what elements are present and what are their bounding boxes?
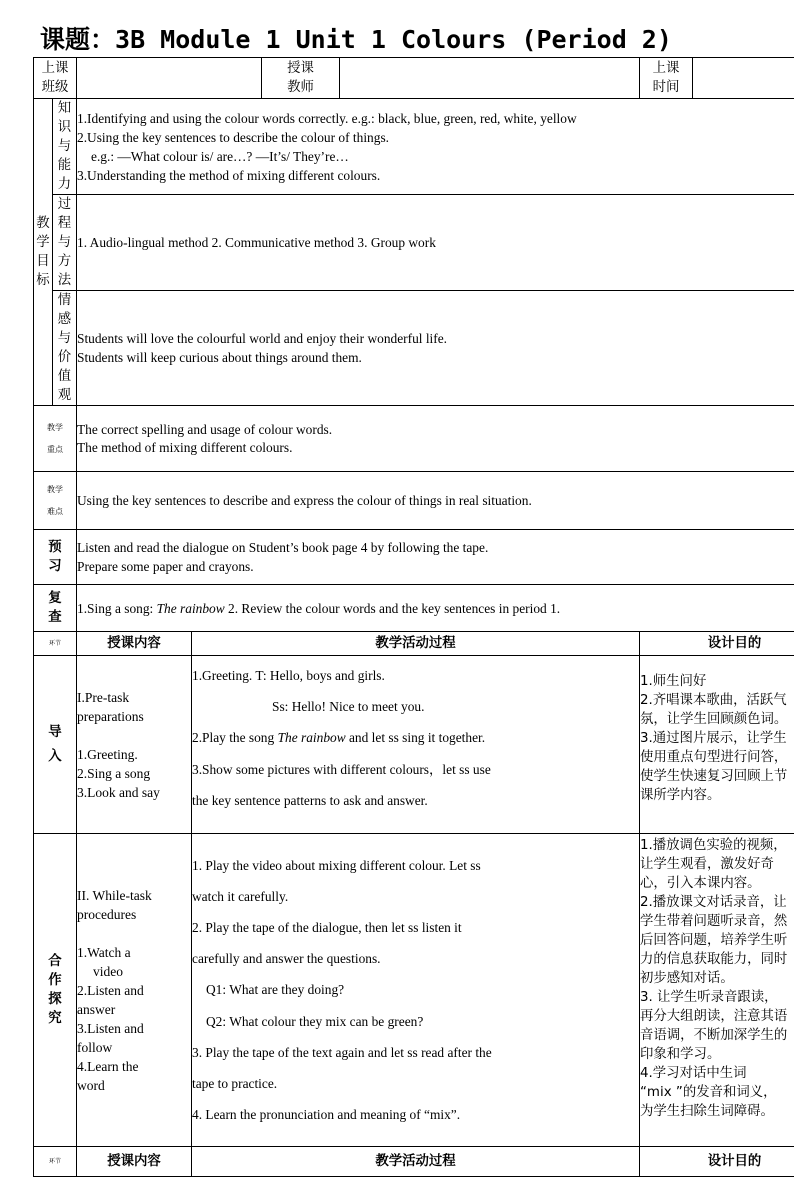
title-text: 3B Module 1 Unit 1 Colours (Period 2) (115, 25, 672, 54)
song-title-lead-in: The rainbow (278, 730, 346, 745)
lead-in-process: 1.Greeting. T: Hello, boys and girls. Ss: Hello! Nice to meet you. 2.Play the song The rainbow and let ss sing it together. 3.Show some pictures with different colours，let ss use the key sentence patterns to ask and answer. (192, 656, 640, 834)
stage-header: 环节 (34, 632, 77, 656)
lead-in-label: 导 入 (34, 656, 77, 834)
purpose-header: 设计目的 (640, 632, 794, 656)
emotion-objectives: Students will love the colourful world and enjoy their wonderful life. Students will keep curious about things around them. (77, 291, 794, 406)
header-row (34, 58, 794, 99)
time-label-cell: 上课 时间 (640, 58, 693, 99)
process-objectives: 1. Audio-lingual method 2. Communicative method 3. Group work (77, 195, 794, 291)
emotion-label: 情 感 与 价 值 观 (53, 291, 77, 406)
teacher-value (340, 58, 640, 99)
content-header-2: 授课内容 (77, 1147, 192, 1177)
key-points: The correct spelling and usage of colour words. The method of mixing different colours. (77, 406, 794, 472)
content-header: 授课内容 (77, 632, 192, 656)
class-label: 上课 班级 (34, 59, 76, 97)
lesson-plan-table (33, 57, 794, 1177)
difficulties-row (34, 472, 794, 530)
class-value (77, 58, 262, 99)
lead-in-content: I.Pre-task preparations 1.Greeting. 2.Sing a song 3.Look and say (77, 656, 192, 834)
difficulties-label: 教学 难点 (34, 472, 77, 530)
review-label: 复 查 (34, 585, 77, 632)
lead-in-purpose: 1.师生问好 2.齐唱课本歌曲，活跃气 氛，让学生回顾颜色词。 3.通过图片展示，让学生 使用重点句型进行问答， 使学生快速复习回顾上节 课所学内容。 (640, 656, 794, 834)
objective-process-row (34, 195, 794, 291)
lesson-title (40, 20, 672, 56)
time-value (693, 58, 794, 99)
preview-label: 预 习 (34, 530, 77, 585)
cooperation-process: 1. Play the video about mixing different colour. Let ss watch it carefully. 2. Play the tape of the dialogue, then let ss listen it carefully and answer the questions. Q1: What are they doing? Q2: What colour they mix can be green? 3. Play the tape of the text again and let ss read after the tape to practice. 4. Learn the pronunciation and meaning of “mix”. (192, 834, 640, 1147)
review: 1.Sing a song: The rainbow 2. Review the colour words and the key sentences in period 1. (77, 585, 794, 632)
knowledge-objectives: 1.Identifying and using the colour words correctly. e.g.: black, blue, green, red, white, yellow 2.Using the key sentences to describe the colour of things. e.g.: —What colour is/ are…? —It’s/ They’re… 3.Understanding the method of mixing different colours. (77, 99, 794, 195)
process-header-2: 教学活动过程 (192, 1147, 640, 1177)
class-label-cell (34, 58, 77, 99)
difficulties: Using the key sentences to describe and express the colour of things in real situation. (77, 472, 794, 530)
cooperation-label: 合 作 探 究 (34, 834, 77, 1147)
key-points-label: 教学 重点 (34, 406, 77, 472)
purpose-header-2: 设计目的 (640, 1147, 794, 1177)
title-prefix: 课题： (40, 25, 115, 54)
objective-knowledge-row (34, 99, 794, 195)
objectives-label: 教 学 目 标 (34, 99, 53, 406)
preview-row (34, 530, 794, 585)
review-row (34, 585, 794, 632)
process-label: 过 程 与 方 法 (53, 195, 77, 291)
cooperation-content: II. While-task procedures 1.Watch a video 2.Listen and answer 3.Listen and follow 4.Learn the word (77, 834, 192, 1147)
procedure-header-row (34, 632, 794, 656)
stage-header-2: 环节 (34, 1147, 77, 1177)
objective-emotion-row (34, 291, 794, 406)
process-header: 教学活动过程 (192, 632, 640, 656)
knowledge-label: 知 识 与 能 力 (53, 99, 77, 195)
teacher-label-cell: 授课 教师 (262, 58, 340, 99)
cooperation-purpose: 1.播放调色实验的视频， 让学生观看，激发好奇 心，引入本课内容。 2.播放课文对话录音，让 学生带着问题听录音，然 后回答问题，培养学生听 力的信息获取能力，同时 初步感知对话。 3. 让学生听录音跟读， 再分大组朗读，注意其语 音语调，不断加深学生的 印象和学习。 4.学习对话中生词 “mix ”的发音和词义， 为学生扫除生词障碍。 (640, 834, 794, 1147)
procedure-header-row-2 (34, 1147, 794, 1177)
key-points-row (34, 406, 794, 472)
lead-in-row (34, 656, 794, 834)
preview: Listen and read the dialogue on Student’s book page 4 by following the tape. Prepare some paper and crayons. (77, 530, 794, 585)
cooperation-row (34, 834, 794, 1147)
song-title: The rainbow (157, 601, 225, 616)
